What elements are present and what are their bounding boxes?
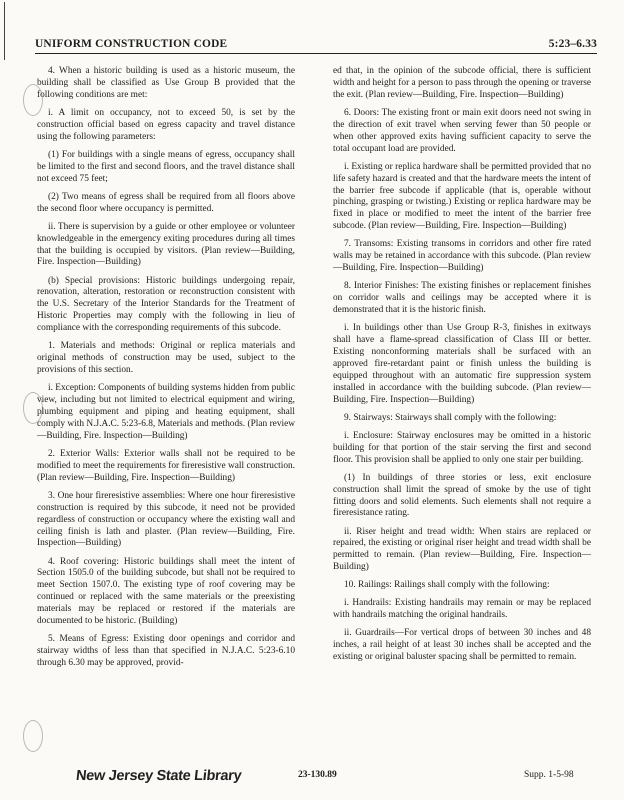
paragraph: ii. There is supervision by a guide or other employee or volunteer knowledgeable in the emergency exiting procedures during all times that the building is occupied by visitors. (Plan review—Building, Fire. Inspection—Building) (37, 221, 295, 268)
paragraph: i. Exception: Components of building systems hidden from public view, including but not limited to electrical equipment and wiring, plumbing equipment and piping and heating equipment, shall comply with N.J.A.C. 5:23-6.8, Materials and methods. (Plan review—Building, Fire. Inspection—Building) (37, 383, 295, 441)
library-stamp: New Jersey State Library (75, 768, 243, 784)
paragraph: i. Handrails: Existing handrails may remain or may be replaced with handrails matching the original handrails. (333, 598, 591, 621)
paragraph: 1. Materials and methods: Original or replica materials and original methods of construction may be used, subject to the provisions of this section. (37, 341, 295, 376)
paragraph: 6. Doors: The existing front or main exit doors need not swing in the direction of exit travel when serving fewer than 50 people or when other approved exits having sufficient capacity to serve the total occupant load are provided. (333, 107, 591, 154)
supplement-date: Supp. 1-5-98 (524, 770, 574, 780)
paragraph: 4. When a historic building is used as a historic museum, the building shall be classified as Use Group B provided that the following conditions are met: (37, 66, 295, 100)
paragraph: i. A limit on occupancy, not to exceed 50, is set by the construction official based on egress capacity and travel distance using the following parameters: (37, 107, 295, 142)
paragraph: (b) Special provisions: Historic buildings undergoing repair, renovation, alteration, restoration or reconstruction consistent with the U.S. Secretary of the Interior Standards for the Treatment of Historic Properties may comply with the following in lieu of compliance with the corresponding requirements of this subcode. (37, 275, 295, 334)
paragraph: i. Existing or replica hardware shall be permitted provided that no life safety hazard is created and that the hardware meets the intent of the barrier free subcode if applicable (that is, operable without pinching, grasping or twisting.) Existing or replica hardware may be fixed in place or modified to meet the intent of the barrier free subcode. (Plan review—Building, Fire. Inspection—Building) (333, 161, 591, 232)
paragraph: 8. Interior Finishes: The existing finishes or replacement finishes on corridor walls and ceilings may be accepted where it is demonstrated that it is the historic finish. (333, 281, 591, 316)
paragraph: (1) For buildings with a single means of egress, occupancy shall be limited to the first and second floors, and the travel distance shall not exceed 75 feet; (37, 149, 295, 184)
paragraph: 7. Transoms: Existing transoms in corridors and other fire rated walls may be retained in accordance with this subcode. (Plan review—Building, Fire. Inspection—Building) (333, 239, 591, 274)
paragraph: 10. Railings: Railings shall comply with the following: (344, 580, 550, 591)
paragraph: 4. Roof covering: Historic buildings shall meet the intent of Section 1505.0 of the building subcode, but shall not be required to meet Section 1507.0. The existing type of roof covering may be continued or replaced with the same materials or the preexisting materials may be replaced or restored if the materials are documented to be historic. (Building) (37, 556, 295, 627)
left-column (37, 66, 295, 676)
paragraph: i. Enclosure: Stairway enclosures may be omitted in a historic building for that portion of the stair serving the first and second floor. This provision shall be applied to only one stair per building. (333, 430, 591, 465)
paragraph: 9. Stairways: Stairways shall comply with the following: (344, 412, 557, 423)
binder-hole (23, 720, 43, 752)
paragraph: ii. Riser height and tread width: When stairs are replaced or repaired, the existing or original riser height and tread width shall be permitted to remain. (Plan review—Building, Fire. Inspection—Building) (333, 526, 591, 573)
scan-edge-mark (4, 2, 5, 60)
paragraph: ii. Guardrails—For vertical drops of between 30 inches and 48 inches, a rail height of at least 30 inches shall be accepted and the existing or original baluster spacing shall be permitted to remain. (333, 628, 591, 663)
paragraph: 3. One hour fireresistive assemblies: Where one hour fireresistive construction is required by this subcode, it need not be provided regardless of construction or occupancy where the existing wall and ceiling finish is lath and plaster. (Plan review—Building, Fire. Inspection—Building) (37, 490, 295, 549)
header-title: UNIFORM CONSTRUCTION CODE (35, 38, 228, 50)
paragraph: (1) In buildings of three stories or less, exit enclosure construction shall limit the spread of smoke by the use of tight fitting doors and solid elements. Such elements shall not require a fireresistance rating. (333, 472, 591, 519)
paragraph: 5. Means of Egress: Existing door openings and corridor and stairway widths of less than that specified in N.J.A.C. 5:23-6.10 through 6.30 may be approved, provid- (37, 634, 295, 668)
paragraph: i. In buildings other than Use Group R-3, finishes in exitways shall have a flame-spread classification of Class III or better. Existing nonconforming materials shall be surfaced with an approved fire-retardant paint or finish unless the building is equipped throughout with an automatic fire suppression system installed in accordance with the building subcode. (Plan review—Building, Fire. Inspection—Building) (333, 323, 591, 405)
paragraph: ed that, in the opinion of the subcode official, there is sufficient width and height for a person to pass through the opening or traverse the exit. (Plan review—Building, Fire. Inspection—Building) (333, 66, 591, 100)
paragraph: 2. Exterior Walls: Exterior walls shall not be required to be modified to meet the requirements for fireresistive wall construction. (Plan review—Building, Fire. Inspection—Building) (37, 448, 295, 483)
right-column (333, 66, 591, 670)
paragraph: (2) Two means of egress shall be required from all floors above the second floor where occupancy is permitted. (37, 191, 295, 214)
header-section: 5:23–6.33 (548, 38, 597, 50)
page-footer (76, 768, 606, 790)
page-code: 23-130.89 (298, 770, 337, 780)
page-header (35, 38, 597, 54)
